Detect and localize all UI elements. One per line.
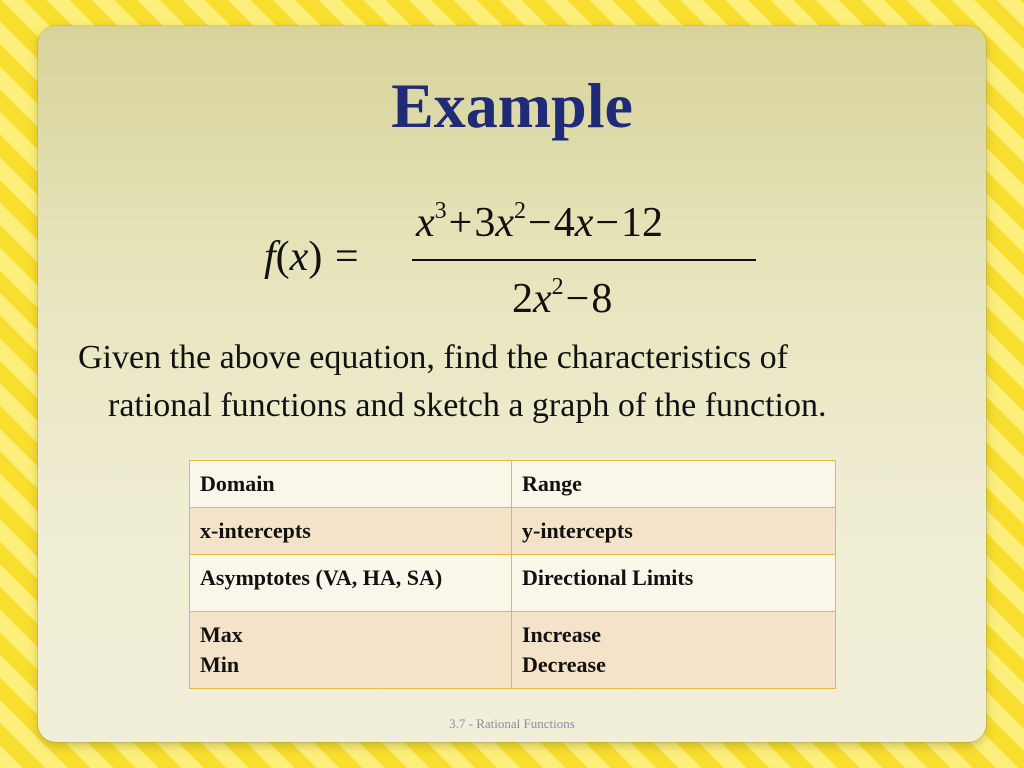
equation-lhs (264, 236, 361, 278)
cell-line: Domain (200, 471, 275, 496)
cell-line: Increase (522, 622, 602, 647)
den-op: − (565, 276, 590, 322)
fraction-bar (412, 259, 756, 261)
table-row (190, 508, 836, 555)
prompt-line-1: Given the above equation, find the characteristics of (78, 339, 788, 376)
cell-line: Min (200, 652, 240, 677)
eq-close-paren: ) (308, 234, 323, 280)
den-exp: 2 (551, 274, 564, 300)
eq-f: f (264, 234, 276, 280)
characteristics-table (189, 460, 836, 689)
table-row (190, 612, 836, 689)
equation-numerator (416, 198, 664, 246)
table-row (190, 461, 836, 508)
equation-denominator (512, 274, 613, 322)
slide-title: Example (391, 70, 633, 141)
cell-line: y-intercepts (522, 518, 633, 543)
table-cell-right (512, 508, 836, 555)
prompt-line-2: rational functions and sketch a graph of the function. (108, 387, 827, 424)
table-cell-left (190, 461, 512, 508)
slide-footer: 3.7 - Rational Functions (449, 716, 575, 731)
table-cell-right (512, 555, 836, 612)
den-var: x (533, 276, 552, 322)
num-t3-coef: 4 (553, 200, 575, 246)
den-const: 8 (591, 276, 613, 322)
cell-line: x-intercepts (200, 518, 311, 543)
den-coef: 2 (512, 276, 533, 322)
eq-x: x (289, 234, 309, 280)
eq-open-paren: ( (275, 234, 290, 280)
cell-line: Decrease (522, 652, 606, 677)
num-op3: − (595, 200, 620, 246)
cell-line: Max (200, 622, 243, 647)
table-cell-left (190, 612, 512, 689)
num-t2-coef: 3 (474, 200, 496, 246)
num-t2-var: x (495, 200, 514, 246)
table-cell-left (190, 508, 512, 555)
num-t3-var: x (574, 200, 594, 246)
table-cell-right (512, 461, 836, 508)
num-t2-exp: 2 (514, 198, 526, 224)
prompt-text (78, 334, 978, 430)
table-cell-right (512, 612, 836, 689)
eq-equals: = (334, 234, 359, 280)
num-t1-var: x (416, 200, 435, 246)
num-t1-exp: 3 (434, 198, 447, 224)
num-op2: − (528, 200, 552, 246)
table-row (190, 555, 836, 612)
cell-line: Asymptotes (VA, HA, SA) (200, 565, 443, 590)
num-t4: 12 (621, 200, 664, 246)
cell-line: Range (522, 471, 582, 496)
equation (0, 0, 1024, 330)
num-op1: + (448, 200, 473, 246)
cell-line: Directional Limits (522, 565, 694, 590)
table-cell-left (190, 555, 512, 612)
